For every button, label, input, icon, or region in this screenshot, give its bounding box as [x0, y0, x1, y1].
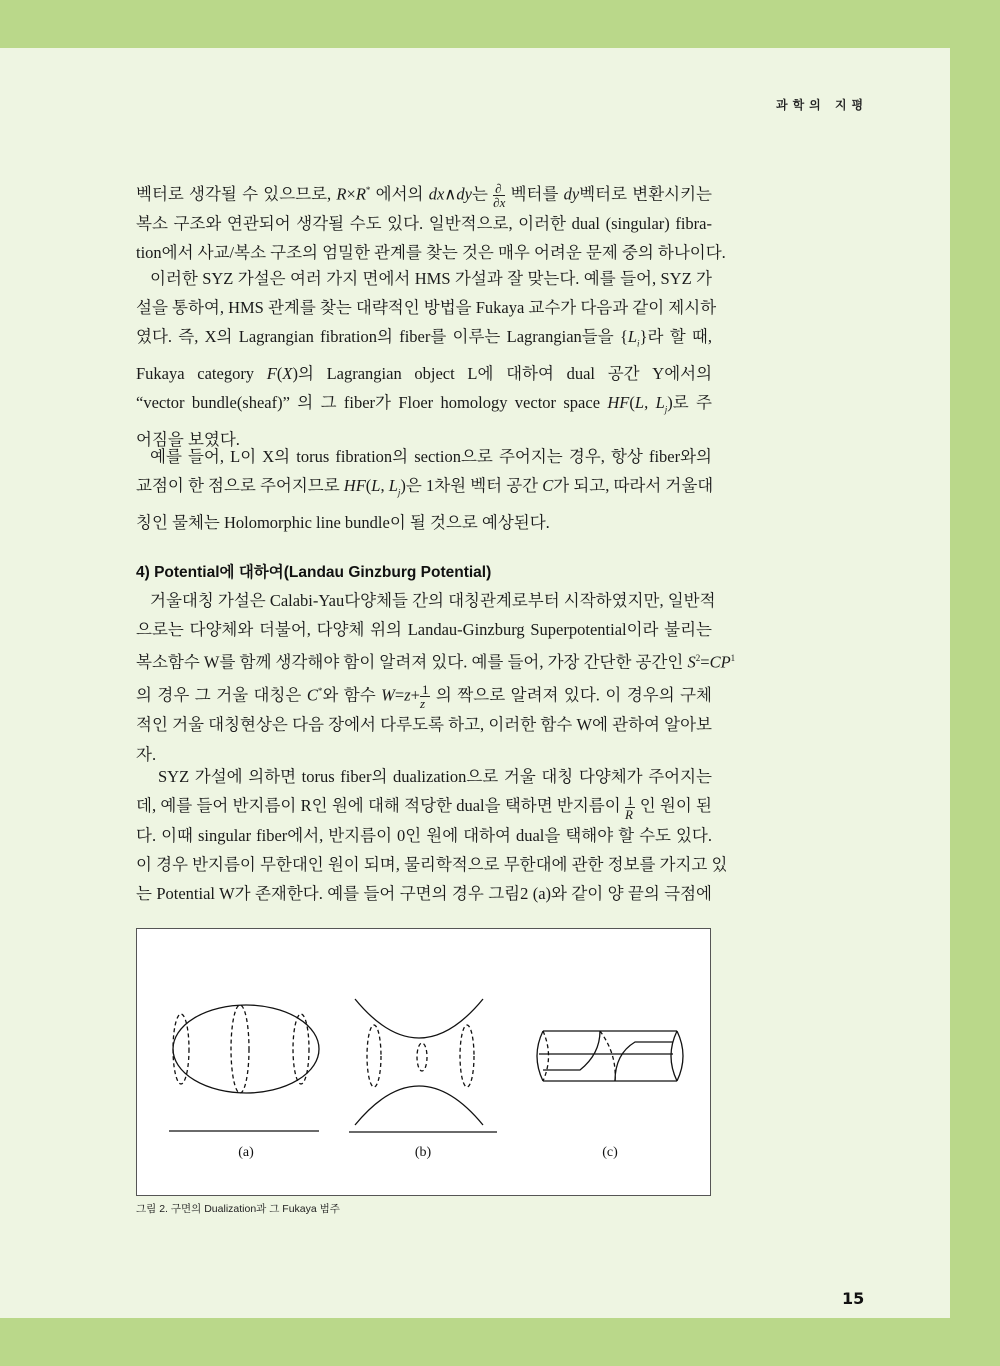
paragraph-1	[136, 176, 726, 268]
text-line: 자.	[136, 744, 157, 764]
panel-label-a: (a)	[238, 1145, 254, 1160]
page-number: 15	[842, 1289, 865, 1308]
text-line: 어짐을 보였다.	[136, 429, 240, 449]
figure-caption: 그림 2. 구면의 Dualization과 그 Fukaya 범주	[136, 1203, 340, 1215]
text-line: 의 경우 그 거울 대칭은 C*와 함수 W=z+ $\frac{1}{z}$ 의 짝으로 알려져 있다. 이 경우의 구체	[136, 682, 712, 712]
figure-2	[136, 928, 711, 1196]
running-head: 과학의 지평	[776, 98, 869, 112]
text-line: 설을 통하여, HMS 관계를 찾는 대략적인 방법을 Fukaya 교수가 다음과 같이 제시하	[136, 298, 717, 318]
paragraph-5	[136, 762, 728, 909]
text-line: 거울대칭 가설은 Calabi-Yau다양체들 간의 대칭관계로부터 시작하였지만, 일반적	[150, 591, 716, 610]
text-line: 으로는 다양체와 더불어, 다양체 위의 Landau-Ginzburg Superpotential이라 불리는	[136, 620, 712, 640]
text-line: “vector bundle(sheaf)” 의 그 fiber가 Floer homology vector space HF(L, $L_j$)로 주	[136, 393, 712, 415]
text-line: 복소 구조와 연관되어 생각될 수도 있다. 일반적으로, 이러한 dual (singular) fibra-	[136, 214, 712, 234]
text-line: 였다. 즉, X의 Lagrangian fibration의 fiber를 이루는 Lagrangian들을 $\{L_i\}$라 할 때,	[136, 327, 712, 349]
text-line: 칭인 물체는 Holomorphic line bundle이 될 것으로 예상된다.	[136, 512, 550, 532]
text-line: Fukaya category F(X)의 Lagrangian object L에 대하여 dual 공간 Y에서의	[136, 363, 713, 383]
text-line: 적인 거울 대칭현상은 다음 장에서 다루도록 하고, 이러한 함수 W에 관하여 알아보	[136, 715, 712, 735]
panel-label-b: (b)	[414, 1145, 432, 1160]
text-line: 예를 들어, L이 X의 torus fibration의 section으로 주어지는 경우, 항상 fiber와의	[150, 447, 712, 466]
fraction-1-z: $\frac{1}{z}$	[419, 682, 429, 712]
fraction-d-dx: $\frac{\partial}{\partial x}$	[493, 181, 506, 211]
figure-drawing	[137, 929, 712, 1197]
text-line: 복소함수 W를 함께 생각해야 함이 알려져 있다. 예를 들어, 가장 간단한 공간인 $S^2=CP^1$	[136, 652, 736, 672]
text-line: 다. 이때 singular fiber에서, 반지름이 0인 원에 대하여 dual을 택해야 할 수도 있다.	[136, 825, 712, 845]
text-line: 이러한 SYZ 가설은 여러 가지 면에서 HMS 가설과 잘 맞는다. 예를 들어, SYZ 가	[150, 269, 712, 288]
paragraph-2	[136, 264, 717, 454]
text-line: 벡터로 생각될 수 있으므로, R×R* 에서의 dx∧dy는 $\frac{\partial}{\partial x}$ 벡터를 dy벡터로 변환시키는	[136, 181, 712, 211]
paragraph-4	[136, 586, 736, 769]
text-line: 교점이 한 점으로 주어지므로 HF(L, $L_j$)은 1차원 벡터 공간 C가 되고, 따라서 거울대	[136, 476, 714, 498]
section-title: 4) Potential에 대하여(Landau Ginzburg Potential)	[136, 564, 492, 581]
paragraph-3	[136, 442, 712, 537]
fraction-1-R: $\frac{1}{R}$	[624, 792, 634, 822]
text-line: SYZ 가설에 의하면 torus fiber의 dualization으로 거울 대칭 다양체가 주어지는	[158, 767, 712, 786]
text-line: 이 경우 반지름이 무한대인 원이 되며, 물리학적으로 무한대에 관한 정보를 가지고 있	[136, 855, 728, 875]
panel-label-c: (c)	[602, 1145, 618, 1160]
text-line: 는 Potential W가 존재한다. 예를 들어 구면의 경우 그림2 (a)와 같이 양 끝의 극점에	[136, 884, 712, 904]
text-line: tion에서 사교/복소 구조의 엄밀한 관계를 찾는 것은 매우 어려운 문제 중의 하나이다.	[136, 243, 726, 263]
text-line: 데, 예를 들어 반지름이 R인 원에 대해 적당한 dual을 택하면 반지름이 $\frac{1}{R}$ 인 원이 된	[136, 792, 712, 822]
